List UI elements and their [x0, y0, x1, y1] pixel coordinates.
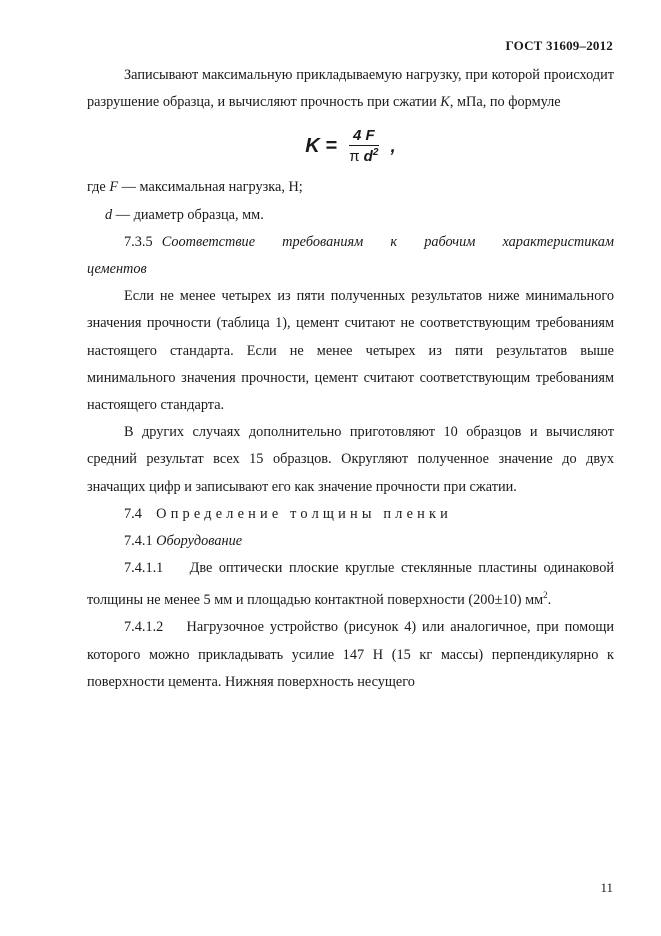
formula-fraction	[349, 127, 379, 165]
where-f	[87, 174, 614, 201]
section-7-3-5-heading	[87, 229, 614, 283]
document-header: ГОСТ 31609–2012	[505, 38, 613, 53]
paragraph-other-cases: В других случаях дополнительно приготовляют 10 образцов и вычисляют средний результат всех 15 образцов. Округляют полученное значение до двух значащих цифр и записывают его как значение прочности при сжатии.	[87, 424, 614, 495]
variable-k: K	[440, 94, 450, 111]
section-number: 7.4.1	[124, 533, 153, 550]
section-7-4-1-1	[87, 555, 614, 614]
formula-d: d	[363, 148, 373, 166]
section-7-4-1-heading	[87, 528, 614, 555]
paragraph-conformity: Если не менее четырех из пяти полученных результатов ниже минимального значения прочности (таблица 1), цемент считают не соответствующим требованиям настоящего стандарта. Если не менее четырех из пяти результатов выше минимального значения прочности, цемент считают соответствующим требованиям настоящего стандарта.	[87, 288, 614, 414]
section-text: Нагрузочное устройство (рисунок 4) или аналогичное, при помощи которого можно прикладывать усилие 147 Н (15 кг массы) перпендикулярно к поверхности цемента. Нижняя поверхность несущего	[87, 619, 615, 690]
paragraph-load-recording	[87, 62, 614, 116]
section-7-4-heading	[87, 501, 614, 528]
section-7-4-1-2	[87, 614, 614, 696]
variable-d: d	[105, 206, 113, 223]
superscript-two: 2	[543, 590, 548, 601]
formula-comma: ,	[390, 135, 396, 156]
section-title: Соответствие требованиям к рабочим характеристикам цементов	[87, 233, 614, 278]
section-number: 7.4	[124, 505, 142, 522]
section-number: 7.4.1.1	[124, 560, 164, 577]
paragraph-text: Записывают максимальную прикладываемую нагрузку, при которой происходит разрушение образца, и вычисляют прочность при сжатии	[87, 67, 614, 111]
variable-f: F	[109, 179, 119, 196]
formula-numerator: 4 F	[349, 127, 379, 146]
where-d	[87, 202, 614, 229]
formula-denominator	[349, 146, 378, 165]
paragraph-text-tail: , мПа, по формуле	[449, 94, 561, 111]
section-title: Определение толщины пленки	[156, 505, 452, 522]
page-number: 11	[600, 880, 613, 895]
section-text-end: .	[547, 592, 552, 609]
section-title: Оборудование	[156, 533, 243, 550]
document-body	[87, 62, 614, 696]
strength-formula	[87, 118, 614, 174]
formula-exponent: 2	[372, 147, 379, 159]
where-prefix: где	[87, 179, 110, 196]
formula-pi: π	[349, 148, 360, 166]
formula-lhs: K =	[305, 134, 337, 157]
section-number: 7.3.5	[124, 233, 153, 250]
where-d-text: — диаметр образца, мм.	[112, 206, 264, 223]
section-text: Две оптически плоские круглые стеклянные пластины одинаковой толщины не менее 5 мм и площадью контактной поверхности (200±10) мм	[87, 560, 615, 609]
where-f-text: — максимальная нагрузка, Н;	[118, 179, 303, 196]
section-number: 7.4.1.2	[124, 619, 164, 636]
